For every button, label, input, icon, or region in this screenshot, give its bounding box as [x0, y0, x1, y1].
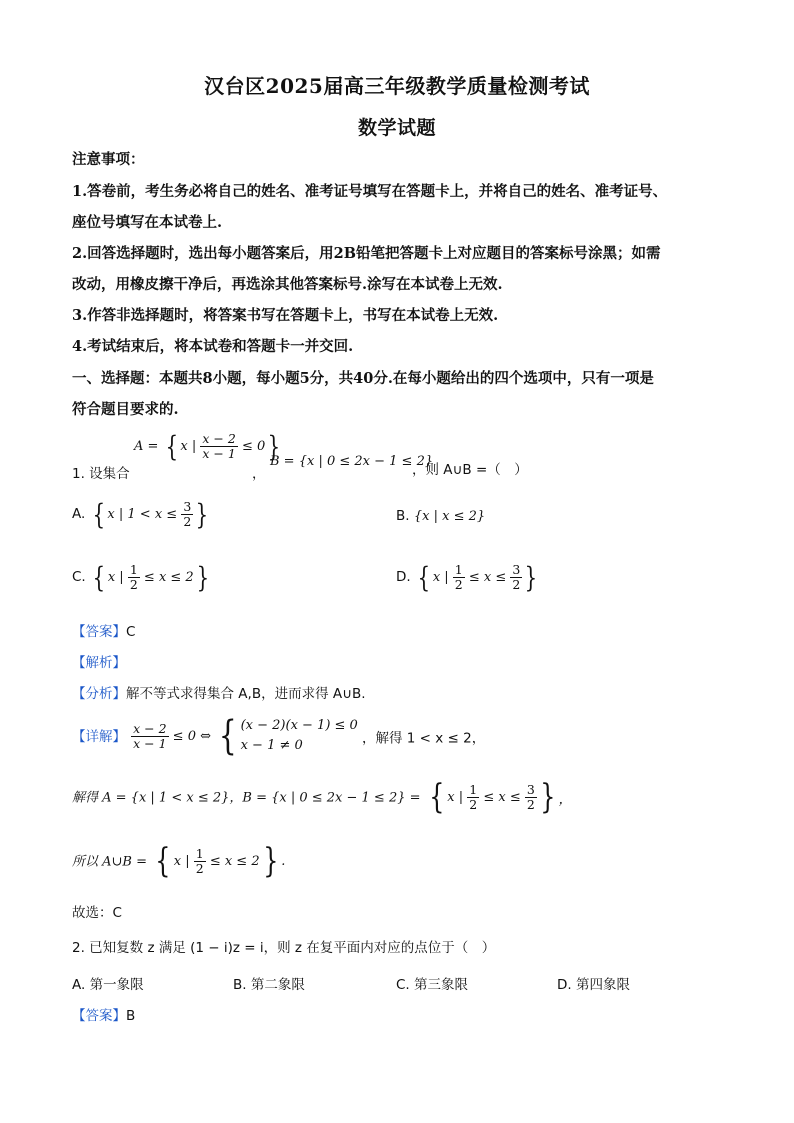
option-d-pre: x | [432, 570, 449, 585]
q1-prefix: 1. 设集合 [72, 466, 130, 482]
answer-value: B [126, 1008, 136, 1024]
q1-option-a[interactable] [72, 497, 211, 531]
exam-subtitle: 数学试题 [357, 117, 436, 139]
left-brace: { [92, 497, 105, 531]
notice-heading: 注意事项： [72, 151, 145, 168]
q1-option-b[interactable] [396, 508, 485, 524]
left-brace: { [428, 777, 445, 817]
option-label: A. [72, 506, 86, 522]
option-b-set: {x | x ≤ 2} [413, 509, 486, 524]
option-c-post: ≤ x ≤ 2 [143, 570, 194, 585]
left-brace: { [155, 841, 171, 881]
q1-comma: ， [252, 466, 266, 482]
fraction-numerator: 1 [129, 562, 138, 577]
notice-item-3: 3.作答非选择题时，将答案书写在答题卡上，书写在本试卷上无效. [72, 307, 499, 324]
union-fraction [194, 847, 206, 876]
fraction-denominator: 2 [469, 796, 478, 812]
fraction-denominator: 2 [526, 796, 535, 812]
solution-fraction-1 [467, 783, 479, 812]
solution-mid: ≤ x ≤ [483, 789, 521, 805]
q2-option-d[interactable]: D. 第四象限 [557, 977, 630, 993]
option-label: C. [72, 569, 86, 585]
union-line [72, 841, 286, 881]
notice-item-1a: 1.答卷前，考生务必将自己的姓名、准考证号填写在答题卡上，并将自己的姓名、准考证号、 [72, 183, 668, 200]
right-brace: } [540, 777, 556, 817]
notice-item-2b: 改动，用橡皮擦干净后，再选涂其他答案标号.涂写在本试卷上无效. [72, 276, 503, 293]
option-a-fraction [181, 500, 193, 529]
fraction-denominator: 2 [129, 577, 138, 592]
right-brace: } [196, 560, 209, 594]
fenxi-text: 解不等式求得集合 A,B，进而求得 A∪B. [126, 686, 366, 702]
fraction-denominator: 2 [195, 860, 204, 876]
notice-item-2a: 2.回答选择题时，选出每小题答案后，用2B铅笔把答题卡上对应题目的答案标号涂黑；如需 [72, 245, 661, 262]
xiangjie-fraction [131, 722, 168, 751]
union-tail: . [281, 853, 286, 869]
q2-stem: 2. 已知复数 z 满足 (1 − i)z = i，则 z 在复平面内对应的点位于（ ） [72, 940, 496, 956]
solution-set-pre: x | [447, 789, 464, 805]
right-brace: } [262, 841, 279, 881]
q1-option-c[interactable] [72, 560, 212, 594]
q1-set-a-fraction [200, 432, 237, 461]
q1-set-b: B = {x | 0 ≤ 2x − 1 ≤ 2} [270, 454, 434, 469]
union-set-pre: x | [173, 853, 190, 869]
q2-option-c[interactable]: C. 第三象限 [396, 977, 469, 993]
fraction-denominator: 2 [454, 577, 463, 592]
fenxi-tag: 【分析】 [72, 686, 126, 702]
right-brace: } [525, 560, 538, 594]
option-d-fraction-2 [510, 563, 522, 592]
xiangjie-rel: ≤ 0 ⇔ [172, 728, 211, 744]
fraction-numerator: x − 2 [133, 720, 167, 736]
q2-option-b[interactable]: B. 第二象限 [233, 977, 305, 993]
answer-tag: 【答案】 [72, 1008, 126, 1024]
fraction-numerator: 3 [526, 781, 535, 797]
system-row-1: (x − 2)(x − 1) ≤ 0 [240, 718, 358, 733]
option-label: B. [396, 508, 410, 524]
exam-title: 汉台区2025届高三年级教学质量检测考试 [204, 74, 590, 98]
q2-answer [72, 1004, 135, 1024]
option-d-fraction-1 [453, 563, 465, 592]
left-brace: { [165, 429, 178, 463]
union-post: ≤ x ≤ 2 [209, 853, 260, 869]
q1-option-d[interactable] [396, 560, 540, 594]
option-c-pre: x | [107, 570, 124, 585]
notice-item-4: 4.考试结束后，将本试卷和答题卡一并交回. [72, 338, 354, 355]
q1-answer [72, 620, 135, 640]
fraction-numerator: 3 [512, 562, 521, 577]
option-label: D. [396, 569, 411, 585]
option-d-mid: ≤ x ≤ [468, 570, 507, 585]
q1-set-a-mid: x | [180, 439, 197, 454]
solution-line [72, 777, 572, 817]
xiangjie-line [72, 713, 486, 759]
system-brace: { [218, 713, 237, 759]
fraction-numerator: 3 [183, 499, 192, 514]
fraction-numerator: 1 [469, 781, 478, 797]
fraction-numerator: 1 [195, 845, 204, 861]
q1-ask: ，则 A∪B =（ ） [412, 462, 528, 478]
fraction-denominator: x − 1 [133, 735, 167, 751]
notice-item-1b: 座位号填写在本试卷上. [72, 214, 223, 231]
system-row-2: x − 1 ≠ 0 [240, 738, 303, 753]
jiexi-tag: 【解析】 [72, 655, 126, 671]
q1-set-a-lhs: A = [134, 439, 163, 454]
right-brace: } [267, 429, 281, 463]
solution-prefix: 解得 A = {x | 1 < x ≤ 2}，B = {x | 0 ≤ 2x − 1 ≤ 2} = [72, 790, 421, 806]
fraction-numerator: x − 2 [202, 431, 236, 446]
q1-choice: 故选：C [72, 905, 122, 921]
q1-set-a [134, 429, 283, 463]
left-brace: { [92, 560, 106, 594]
q1-set-a-rel: ≤ 0 [241, 439, 266, 454]
fraction-denominator: 2 [183, 514, 192, 529]
answer-value: C [126, 624, 136, 640]
answer-tag: 【答案】 [72, 624, 126, 640]
solution-fraction-2 [525, 783, 537, 812]
fenxi-line [72, 682, 366, 702]
left-brace: { [417, 560, 431, 594]
right-brace: } [195, 497, 209, 531]
option-c-fraction [128, 563, 140, 592]
xiangjie-tag: 【详解】 [72, 729, 126, 745]
section-1-line-2: 符合题目要求的. [72, 401, 179, 418]
option-a-pre: x | 1 < x ≤ [107, 507, 178, 522]
fraction-numerator: 1 [454, 562, 463, 577]
inequality-system [241, 716, 358, 756]
union-prefix: 所以 A∪B = [72, 854, 147, 870]
fraction-denominator: 2 [512, 577, 521, 592]
q2-option-a[interactable]: A. 第一象限 [72, 977, 144, 993]
solution-tail: ， [558, 791, 572, 807]
fraction-denominator: x − 1 [202, 446, 236, 461]
section-1-line-1: 一、选择题：本题共8小题，每小题5分，共40分.在每小题给出的四个选项中，只有一项是 [72, 370, 654, 387]
xiangjie-tail: ，解得 1 < x ≤ 2， [361, 730, 486, 746]
